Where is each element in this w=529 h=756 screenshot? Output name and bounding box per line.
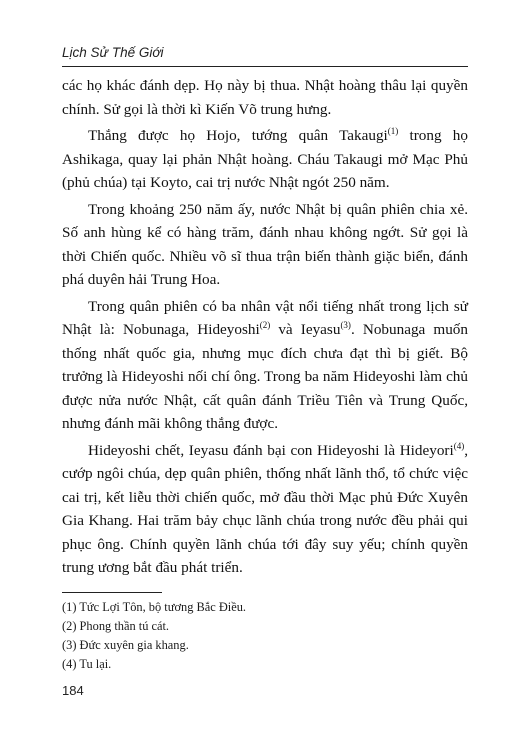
footnote-ref-2: (2) [259, 319, 271, 330]
header-rule [62, 66, 468, 67]
footnotes [62, 598, 468, 674]
footnote-1: (1) Tức Lợi Tôn, bộ tương Bắc Điều. [62, 600, 247, 614]
body-text [62, 74, 468, 583]
page-number: 184 [62, 683, 84, 698]
paragraph-5: Hideyoshi chết, Ieyasu đánh bại con Hideyoshi là Hideyori$^{(4)}$, cướp ngôi chúa, dẹp quân phiên, thống nhất lãnh thổ, tổ chức việc cai trị, kết liễu thời chiến quốc, mở đầu thời Mạc phủ Đức Xuyên Gia Khang. Hai trăm bảy chục lãnh chúa trong nước đều phải qui phục ông. Chính quyền lãnh chúa tới đây suy yếu; chính quyền trung ương bắt đầu phát triển. [62, 440, 468, 576]
paragraph-3: Trong khoảng 250 năm ấy, nước Nhật bị quân phiên chia xẻ. Số anh hùng kể có hàng trăm, đánh nhau không ngớt. Sử gọi là thời Chiến quốc. Nhiều võ sĩ thua trận biến thành giặc biển, đánh phá duyên hải Trung Hoa. [62, 200, 468, 288]
footnote-3: (3) Đức xuyên gia khang. [62, 638, 189, 652]
paragraph-4: Trong quân phiên có ba nhân vật nổi tiếng nhất trong lịch sử Nhật là: Nobunaga, Hideyoshi$^{(2)}$ và Ieyasu$^{(3)}$. Nobunaga muốn thống nhất quốc gia, nhưng mục đích chưa đạt thì bị giết. Bộ trưởng là Hideyoshi nối chí ông. Trong ba năm Hideyoshi làm chủ được nửa nước Nhật, cất quân đánh Triều Tiên và Trung Quốc, nhưng đánh mãi không thắng được. [62, 297, 468, 432]
paragraph-1: các họ khác đánh dẹp. Họ này bị thua. Nhật hoàng thâu lại quyền chính. Sử gọi là thời kì Kiến Võ trung hưng. [62, 77, 468, 118]
footnote-ref-1: (1) [387, 125, 399, 136]
running-head: Lịch Sử Thế Giới [62, 45, 164, 60]
footnote-rule [62, 592, 162, 593]
footnote-4: (4) Tu lại. [62, 657, 112, 671]
footnote-ref-4: (4) [453, 440, 465, 451]
footnote-2: (2) Phong thần tú cát. [62, 619, 170, 633]
paragraph-2: Thắng được họ Hojo, tướng quân Takaugi$^{(1)}$ trong họ Ashikaga, quay lại phản Nhật hoàng. Cháu Takaugi mở Mạc Phủ (phủ chúa) tại Koyto, cai trị nước Nhật ngót 250 năm. [62, 125, 468, 191]
footnote-ref-3: (3) [340, 319, 351, 330]
